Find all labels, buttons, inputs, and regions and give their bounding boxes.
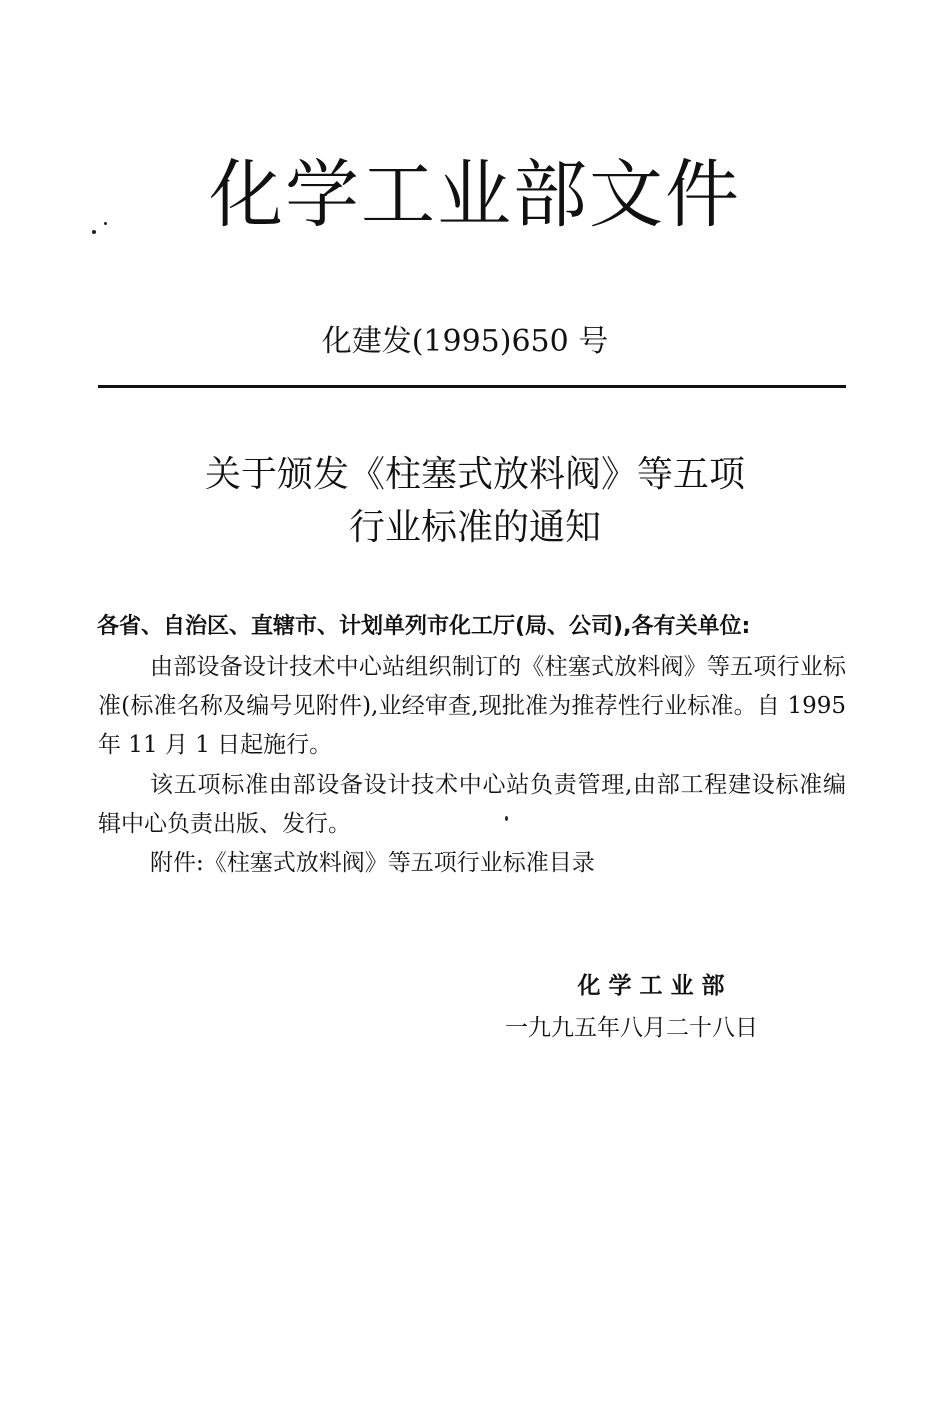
notice-title-line-1: 关于颁发《柱塞式放料阀》等五项 xyxy=(204,454,745,495)
masthead-title: 化学工业部文件 xyxy=(209,152,741,238)
notice-title-line-2: 行业标准的通知 xyxy=(348,507,601,548)
scan-speck xyxy=(104,222,107,225)
attachment-line: 附件:《柱塞式放料阀》等五项行业标准目录 xyxy=(150,850,595,876)
header-divider xyxy=(98,385,846,388)
body-paragraph-1: 由部设备设计技术中心站组织制订的《柱塞式放料阀》等五项行业标准(标准名称及编号见附件),业经审查,现批准为推荐性行业标准。自 1995 年 11 月 1 日起施行。 xyxy=(98,654,846,758)
scan-speck xyxy=(505,816,508,821)
body-paragraph-2: 该五项标准由部设备设计技术中心站负责管理,由部工程建设标准编辑中心负责出版、发行。 xyxy=(98,772,846,837)
document-number: 化建发(1995)650 号 xyxy=(321,324,609,359)
scan-speck xyxy=(92,230,96,234)
issue-date: 一九九五年八月二十八日 xyxy=(505,1015,758,1041)
issuer-signature: 化学工业部 xyxy=(577,973,733,999)
salutation: 各省、自治区、直辖市、计划单列市化工厅(局、公司),各有关单位: xyxy=(97,614,751,639)
